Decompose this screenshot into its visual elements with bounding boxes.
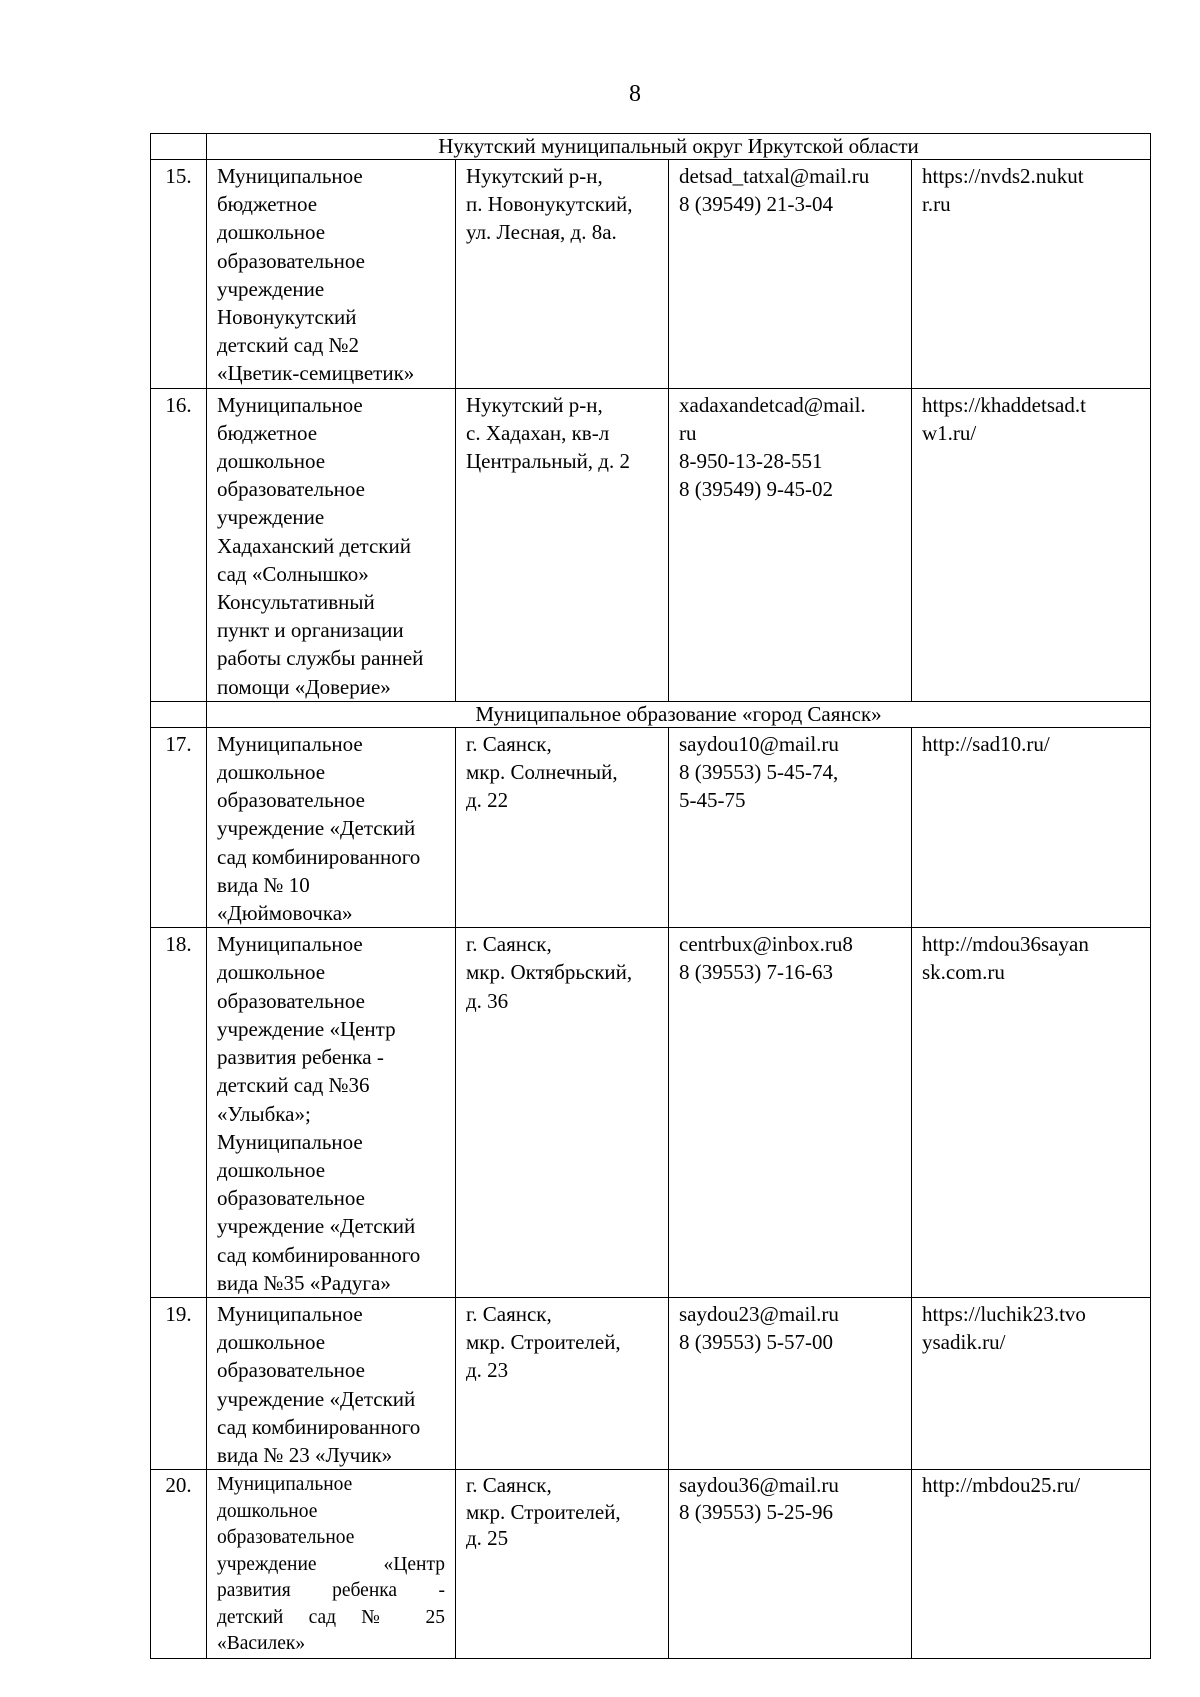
cell-line: «Цветик-семицветик» (217, 361, 415, 386)
cell-line: r.ru (922, 192, 951, 217)
cell-line: saydou36@mail.ru (679, 1473, 839, 1498)
cell-line: г. Саянск, (466, 932, 552, 957)
cell-line: ru (679, 420, 697, 445)
cell-line: centrbux@inbox.ru8 (679, 932, 853, 957)
cell-line: бюджетное (217, 192, 318, 217)
table-row (151, 388, 1151, 701)
institution-contacts (669, 928, 912, 1298)
cell-line: дошкольное (217, 1500, 318, 1522)
cell-line: детский сад № 25 (217, 1606, 445, 1628)
cell-line: Новонукутский (217, 305, 357, 330)
cell-line: https://nvds2.nukut (922, 164, 1084, 188)
cell-line: Муниципальное (217, 392, 363, 417)
cell-line: дошкольное (217, 1330, 326, 1355)
cell-line: вида №35 «Радуга» (217, 1270, 391, 1295)
cell-line: д. 22 (466, 788, 509, 813)
cell-line: Хадаханский детский (217, 533, 411, 558)
cell-line: г. Саянск, (466, 1301, 552, 1326)
institution-address (456, 160, 669, 389)
section-header-row (151, 701, 1151, 727)
row-number: 17. (151, 727, 207, 927)
cell-line: detsad_tatxal@mail.ru (679, 164, 870, 188)
cell-line: http://mdou36sayan (922, 932, 1089, 957)
cell-line: учреждение (217, 276, 325, 301)
cell-line: бюджетное (217, 420, 318, 445)
cell-line: дошкольное (217, 220, 326, 245)
cell-line: 8 (39553) 5-57-00 (679, 1330, 833, 1355)
cell-line: учреждение «Детский (217, 1214, 416, 1239)
cell-line: вида № 23 «Лучик» (217, 1442, 393, 1467)
table-row (151, 1297, 1151, 1469)
cell-line: детский сад №36 (217, 1073, 370, 1098)
cell-line: Центральный, д. 2 (466, 449, 630, 474)
cell-line: помощи «Доверие» (217, 674, 391, 699)
cell-line: дошкольное (217, 960, 326, 985)
cell-line: Нукутский р-н, (466, 392, 603, 417)
cell-line: д. 36 (466, 988, 509, 1013)
institution-website (912, 1470, 1151, 1659)
cell-line: д. 25 (466, 1526, 509, 1551)
cell-line: образовательное (217, 788, 365, 813)
cell-line: сад комбинированного (217, 1242, 421, 1267)
cell-line: 8 (39553) 5-25-96 (679, 1499, 833, 1524)
cell-line: образовательное (217, 1358, 365, 1383)
institution-name (207, 928, 456, 1298)
cell-line: учреждение «Детский (217, 816, 416, 841)
cell-line: с. Хадахан, кв-л (466, 420, 610, 445)
cell-line: мкр. Строителей, (466, 1330, 621, 1355)
cell-line: Муниципальное (217, 1129, 363, 1154)
cell-line: образовательное (217, 477, 365, 502)
cell-line: д. 23 (466, 1358, 509, 1383)
cell-line: учреждение «Детский (217, 1386, 416, 1411)
cell-line: Муниципальное (217, 1474, 353, 1496)
cell-line: https://luchik23.tvo (922, 1301, 1086, 1326)
cell-line: развития ребенка - (217, 1045, 384, 1070)
cell-line: образовательное (217, 1527, 355, 1549)
institution-website (912, 388, 1151, 701)
institution-website (912, 727, 1151, 927)
cell-line: Муниципальное (217, 932, 363, 957)
cell-line: учреждение (217, 505, 325, 530)
table-row (151, 1470, 1151, 1659)
cell-line: 8 (39553) 7-16-63 (679, 960, 833, 985)
cell-line: сад комбинированного (217, 844, 421, 869)
table-row (151, 160, 1151, 389)
cell-line: «Василек» (217, 1633, 306, 1655)
cell-line: мкр. Октябрьский, (466, 960, 633, 985)
cell-line: 5-45-75 (679, 788, 746, 813)
cell-line: мкр. Солнечный, (466, 760, 618, 785)
institution-contacts (669, 727, 912, 927)
cell-line: развития ребенка - (217, 1580, 445, 1602)
cell-line: детский сад №2 (217, 333, 360, 358)
cell-line: ул. Лесная, д. 8а. (466, 220, 617, 245)
cell-line: «Улыбка»; (217, 1101, 311, 1126)
cell-line: 8-950-13-28-551 (679, 449, 823, 474)
cell-line: http://mbdou25.ru/ (922, 1473, 1081, 1498)
institutions-table (150, 133, 1151, 1659)
cell-line: работы службы ранней (217, 646, 424, 671)
institution-address (456, 388, 669, 701)
section-title: Нукутский муниципальный округ Иркутской области (207, 134, 1151, 160)
institution-name (207, 388, 456, 701)
table-row (151, 727, 1151, 927)
cell-line: saydou23@mail.ru (679, 1301, 839, 1326)
cell-line: Консультативный (217, 590, 375, 615)
cell-line: Муниципальное (217, 1301, 363, 1326)
cell-line: sk.com.ru (922, 960, 1005, 985)
institution-address (456, 1470, 669, 1659)
institution-contacts (669, 388, 912, 701)
cell-line: saydou10@mail.ru (679, 731, 839, 756)
row-number: 15. (151, 160, 207, 389)
cell-line: ysadik.ru/ (922, 1330, 1006, 1355)
cell-line: вида № 10 (217, 872, 310, 897)
cell-line: г. Саянск, (466, 731, 552, 756)
cell-line: дошкольное (217, 449, 326, 474)
cell-line: Муниципальное (217, 164, 363, 188)
institution-name (207, 1297, 456, 1469)
cell-line: xadaxandetcad@mail. (679, 392, 866, 417)
institution-website (912, 928, 1151, 1298)
cell-line: «Дюймовочка» (217, 901, 353, 926)
cell-line: 8 (39553) 5-45-74, (679, 760, 839, 785)
cell-line: пункт и организации (217, 618, 404, 643)
institution-contacts (669, 160, 912, 389)
institution-name (207, 160, 456, 389)
cell-line: учреждение «Центр (217, 1016, 396, 1041)
section-number-cell (151, 134, 207, 160)
institution-name (207, 727, 456, 927)
cell-line: сад комбинированного (217, 1414, 421, 1439)
cell-line: дошкольное (217, 1157, 326, 1182)
table-row (151, 928, 1151, 1298)
cell-line: учреждение «Центр (217, 1553, 445, 1575)
institution-name (207, 1470, 456, 1659)
institution-address (456, 727, 669, 927)
cell-line: мкр. Строителей, (466, 1499, 621, 1524)
section-number-cell (151, 701, 207, 727)
institution-address (456, 928, 669, 1298)
institution-contacts (669, 1297, 912, 1469)
cell-line: 8 (39549) 9-45-02 (679, 477, 833, 502)
cell-line: дошкольное (217, 760, 326, 785)
cell-line: образовательное (217, 248, 365, 273)
cell-line: образовательное (217, 1186, 365, 1211)
cell-line: г. Саянск, (466, 1473, 552, 1498)
section-header-row (151, 134, 1151, 160)
row-number: 18. (151, 928, 207, 1298)
cell-line: сад «Солнышко» (217, 561, 369, 586)
row-number: 19. (151, 1297, 207, 1469)
cell-line: Нукутский р-н, (466, 164, 603, 188)
cell-line: 8 (39549) 21-3-04 (679, 192, 833, 217)
institution-website (912, 160, 1151, 389)
institution-contacts (669, 1470, 912, 1659)
institution-address (456, 1297, 669, 1469)
row-number: 20. (151, 1470, 207, 1659)
row-number: 16. (151, 388, 207, 701)
cell-line: п. Новонукутский, (466, 192, 633, 217)
cell-line: образовательное (217, 988, 365, 1013)
page-number: 8 (629, 81, 641, 107)
cell-line: Муниципальное (217, 731, 363, 756)
institution-website (912, 1297, 1151, 1469)
cell-line: https://khaddetsad.t (922, 392, 1086, 417)
cell-line: http://sad10.ru/ (922, 731, 1050, 756)
cell-line: w1.ru/ (922, 420, 977, 445)
section-title: Муниципальное образование «город Саянск» (207, 701, 1151, 727)
